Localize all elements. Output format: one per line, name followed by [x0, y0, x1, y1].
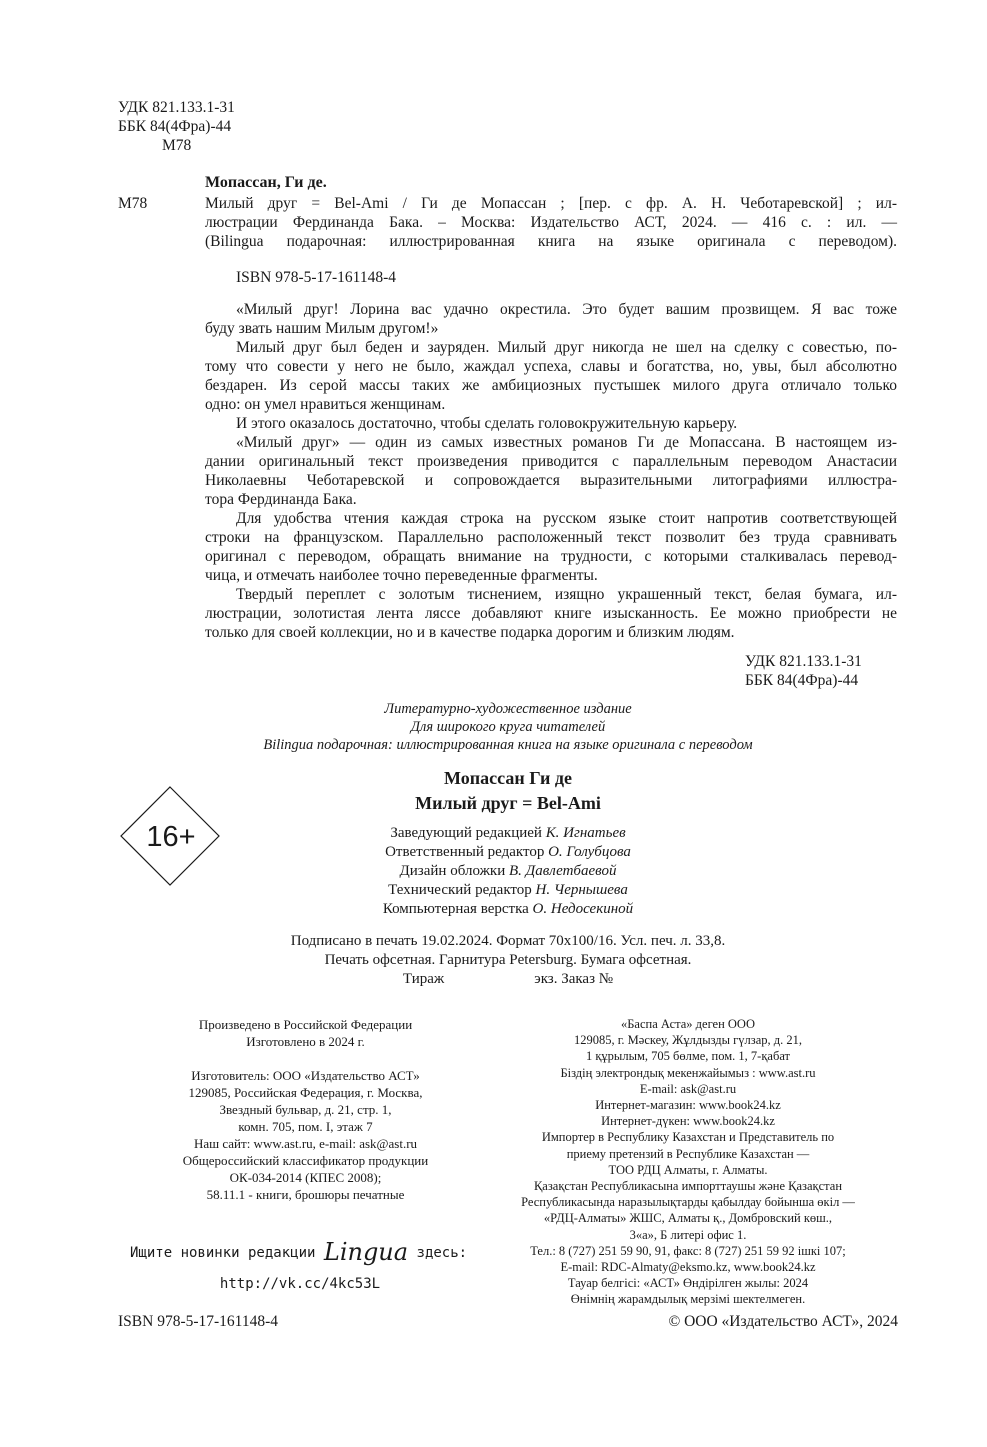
manufacturer-line: ОК-034-2014 (КПЕС 2008); [229, 1170, 382, 1185]
lingua-before: Ищите новинки редакции [130, 1245, 316, 1261]
manufacturer-line: комн. 705, пом. I, этаж 7 [238, 1119, 373, 1134]
isbn-main: ISBN 978-5-17-161148-4 [236, 269, 397, 286]
annotation-line: тора Фердинанда Бака. [205, 491, 357, 508]
isbn-bottom: ISBN 978-5-17-161148-4 [118, 1313, 279, 1330]
kazakhstan-line: Қазақстан Республикасына импорттаушы және Қазақстан [533, 1179, 843, 1194]
annotation-line: строки на французском. Параллельно расположенный текст позволит без труда сравнивать [205, 529, 897, 546]
annotation-line: И этого оказалось достаточно, чтобы сделать головокружительную карьеру. [236, 415, 738, 432]
print-info-line [118, 970, 898, 989]
annotation-paragraph [205, 300, 897, 338]
print-info-line: Подписано в печать 19.02.2024. Формат 70x100/16. Усл. печ. л. 33,8. [290, 933, 726, 949]
staff-credits [118, 824, 898, 919]
kazakhstan-line: 1 құрылым, 705 бөлме, пом. 1, 7-қабат [585, 1049, 791, 1064]
annotation-line: только для своей коллекции, но и в качестве подарка дорогим и близким людям. [205, 624, 735, 641]
kazakhstan-line: Тауар белгісі: «АСТ» Өндірілген жылы: 2024 [567, 1276, 809, 1291]
print-info-line: Печать офсетная. Гарнитура Petersburg. Бумага офсетная. [324, 952, 692, 968]
udk-block-right [745, 652, 862, 690]
staff-name: О. Недосекиной [532, 901, 634, 917]
staff-role: Ответственный редактор [385, 844, 545, 860]
bbk-code: ББК 84(4Фра)-44 [745, 672, 859, 689]
annotation-line: Твердый переплет с золотым тиснением, изящно украшенный текст, белая бумага, ил- [236, 586, 897, 603]
manufacturer-line: Изготовлено в 2024 г. [246, 1034, 365, 1049]
udk-code: УДК 821.133.1-31 [745, 653, 862, 670]
biblio-line: люстрации Фердинанда Бака. – Москва: Издательство АСТ, 2024. — 416 с. : ил. — [205, 214, 897, 231]
kazakhstan-line: Тел.: 8 (727) 251 59 90, 91, факс: 8 (727) 251 59 92 ішкі 107; [530, 1243, 846, 1258]
staff-role: Заведующий редакцией [390, 825, 542, 841]
zakaz-label: экз. Заказ № [534, 971, 614, 987]
copyright: © ООО «Издательство АСТ», 2024 [668, 1313, 898, 1330]
staff-credit [118, 843, 898, 862]
staff-name: К. Игнатьев [545, 825, 626, 841]
annotation-paragraph [205, 585, 897, 642]
udk-code: УДК 821.133.1-31 [118, 99, 235, 116]
edition-type: Литературно-художественное издание [384, 701, 632, 717]
staff-name: Н. Чернышева [535, 882, 628, 898]
vk-link[interactable]: http://vk.cc/4kc53L [219, 1276, 381, 1292]
manufacturer-line [118, 1050, 493, 1067]
kazakhstan-line: Импортер в Республику Казахстан и Представитель по [541, 1130, 835, 1145]
manufacturer-line: Произведено в Российской Федерации [198, 1017, 413, 1032]
kazakhstan-line: Республикасында наразылықтарды қабылдау бойынша өкіл — [521, 1195, 855, 1210]
annotation-paragraph [205, 414, 897, 433]
biblio-line: (Bilingua подарочная: иллюстрированная книга на языке оригинала с переводом). [205, 233, 897, 250]
lingua-promo [130, 1238, 470, 1266]
kazakhstan-info [478, 1016, 898, 1308]
annotation-line: Николаевны Чеботаревской и сопровождается выразительными литографиями иллюстра- [205, 472, 897, 489]
manufacturer-line: Звездный бульвар, д. 21, стр. 1, [219, 1102, 392, 1117]
bbk-code: ББК 84(4Фра)-44 [118, 118, 232, 135]
biblio-author-mark: М78 [118, 195, 148, 212]
tirazh-label: Тираж [402, 971, 445, 987]
annotation [205, 300, 897, 642]
book-title-block [118, 766, 898, 816]
kazakhstan-line: «РДЦ-Алматы» ЖШС, Алматы қ., Домбровский көш., [543, 1211, 833, 1226]
annotation-line: одно: он умел нравиться женщинам. [205, 396, 446, 413]
lingua-after: здесь: [416, 1245, 468, 1261]
edition-series: Bilingua подарочная: иллюстрированная книга на языке оригинала с переводом [263, 737, 753, 753]
staff-name: В. Давлетбаевой [509, 863, 617, 879]
annotation-paragraph [205, 433, 897, 509]
annotation-line: оригинал с переводом, обращать внимание на трудности, с которыми сталкивалась перевод- [205, 548, 897, 565]
annotation-line: «Милый друг! Лорина вас удачно окрестила. Это будет вашим прозвищем. Я вас тоже [236, 301, 897, 318]
annotation-paragraph [205, 338, 897, 414]
annotation-line: Для удобства чтения каждая строка на русском языке стоит напротив соответствующей [236, 510, 897, 527]
annotation-line: чица, и отмечать наиболее точно переведенные фрагменты. [205, 567, 598, 584]
annotation-line: Милый друг был беден и зауряден. Милый друг никогда не шел на сделку с совестью, по- [236, 339, 897, 356]
kazakhstan-line: «Баспа Аста» деген ООО [620, 1017, 755, 1031]
age-rating-text: 16+ [146, 821, 196, 853]
title-author: Мопассан Ги де [444, 768, 572, 788]
annotation-line: тому что совести у него не было, жаждал успеха, славы и богатства, но, увы, был абсолютно [205, 358, 897, 375]
manufacturer-line: 58.11.1 - книги, брошюры печатные [206, 1187, 405, 1202]
biblio-line: Милый друг = Bel-Ami / Ги де Мопассан ; [пер. с фр. А. Н. Чеботаревской] ; ил- [205, 195, 897, 212]
manufacturer-line: 129085, Российская Федерация, г. Москва, [188, 1085, 423, 1100]
kazakhstan-line: 129085, г. Мәскеу, Жұлдызды гүлзар, д. 21, [573, 1033, 803, 1048]
annotation-line: бездарен. Из серой массы таких же амбициозных пустышек милого друга отличало только [205, 377, 897, 394]
lingua-logo: Lingua [323, 1238, 409, 1266]
staff-role: Дизайн обложки [399, 863, 506, 879]
manufacturer-info [118, 1016, 493, 1203]
kazakhstan-line: Өнімнің жарамдылық мерзімі шектелмеген. [570, 1292, 806, 1307]
staff-role: Компьютерная верстка [382, 901, 529, 917]
manufacturer-line: Наш сайт: www.ast.ru, e-mail: ask@ast.ru [193, 1136, 418, 1151]
staff-role: Технический редактор [388, 882, 532, 898]
staff-credit [118, 862, 898, 881]
author-heading: Мопассан, Ги де. [205, 174, 327, 191]
manufacturer-line: Изготовитель: ООО «Издательство АСТ» [191, 1068, 420, 1083]
kazakhstan-line: Интернет-магазин: www.book24.kz [595, 1098, 781, 1113]
edition-audience: Для широкого круга читателей [410, 719, 606, 735]
annotation-line: «Милый друг» — один из самых известных романов Ги де Мопассана. В настоящем из- [236, 434, 897, 451]
title-book: Милый друг = Bel-Ami [415, 793, 601, 813]
manufacturer-line: Общероссийский классификатор продукции [182, 1153, 429, 1168]
kazakhstan-line: Біздің электрондық мекенжайымыз : www.ast.ru [560, 1065, 816, 1080]
annotation-paragraph [205, 509, 897, 585]
staff-credit [118, 881, 898, 900]
staff-credit [118, 900, 898, 919]
annotation-line: люстрации, золотистая лента ляссе добавляют книге изысканность. Ее можно приобрести не [205, 605, 897, 622]
print-info [118, 932, 898, 989]
kazakhstan-line: ТОО РДЦ Алматы, г. Алматы. [608, 1162, 768, 1177]
kazakhstan-line: E-mail: ask@ast.ru [639, 1081, 737, 1096]
udk-block-top [118, 98, 338, 155]
staff-credit [118, 824, 898, 843]
kazakhstan-line: 3«а», Б литері офис 1. [629, 1227, 747, 1242]
bibliographic-record [205, 194, 897, 251]
annotation-line: дании оригинальный текст произведения приводится с параллельным переводом Анастасии [205, 453, 897, 470]
kazakhstan-line: E-mail: RDC-Almaty@eksmo.kz, www.book24.kz [560, 1260, 816, 1275]
staff-name: О. Голубцова [548, 844, 631, 860]
kazakhstan-line: Интернет-дүкен: www.book24.kz [601, 1114, 775, 1129]
kazakhstan-line: приему претензий в Республике Казахстан — [566, 1146, 810, 1161]
author-mark: М78 [162, 137, 192, 154]
annotation-line: буду звать нашим Милым другом!» [205, 320, 439, 337]
edition-info [118, 700, 898, 754]
